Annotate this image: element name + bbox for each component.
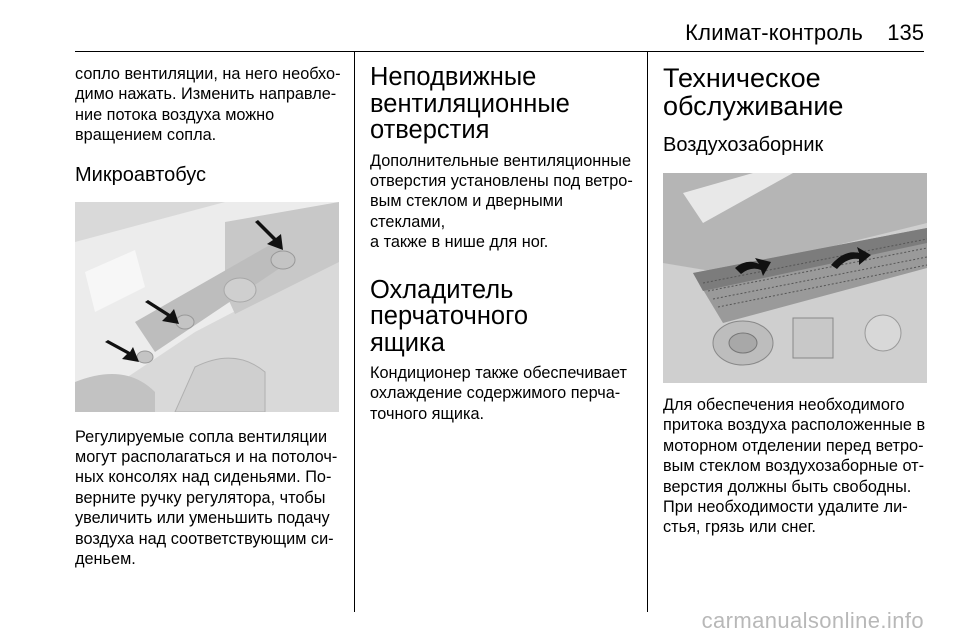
maintenance-heading: Техническое обслуживание: [663, 63, 844, 121]
header-rule: [75, 51, 924, 52]
air-intake-heading: Воздухозаборник: [663, 134, 824, 156]
air-intake-figure: [663, 173, 927, 383]
header-title: Климат-контроль: [685, 20, 863, 45]
column-1: [75, 64, 343, 569]
microbus-heading: Микроавтобус: [75, 163, 206, 186]
column-divider-2: [647, 52, 648, 612]
microbus-body: Регулируемые сопла вентиляции могут располагаться и на потолоч- ных консолях над сиденьями. По- верните ручку регулятора, чтобы увеличить или уменьшить подачу воздуха над соответствующим си- деньем.: [75, 427, 338, 569]
fixed-vents-body: Дополнительные вентиляционные отверстия установлены под ветро- вым стеклом и дверными стеклами, а также в нише для ног.: [370, 151, 633, 252]
column-2: [370, 64, 638, 424]
fixed-vents-heading: Неподвижные вентиляционные отверстия: [370, 63, 570, 144]
column-3: [663, 64, 929, 538]
glovebox-cooler-heading: Охладитель перчаточного ящика: [370, 275, 529, 357]
intro-paragraph: сопло вентиляции, на него необхо- димо нажать. Изменить направле- ние потока воздуха можно вращением сопла.: [75, 65, 341, 145]
page-number: 135: [887, 20, 924, 45]
column-divider-1: [354, 52, 355, 612]
ceiling-vents-figure: [75, 202, 339, 412]
watermark: carmanualsonline.info: [701, 608, 924, 633]
glovebox-cooler-body: Кондиционер также обеспечивает охлаждение содержимого перча- точного ящика.: [370, 364, 627, 423]
air-intake-body: Для обеспечения необходимого притока воздуха расположенные в моторном отделении перед ветро- вым стеклом воздухозаборные от- верстия должны быть свободны. При необходимости удалите ли- стья, грязь или снег.: [663, 396, 926, 537]
